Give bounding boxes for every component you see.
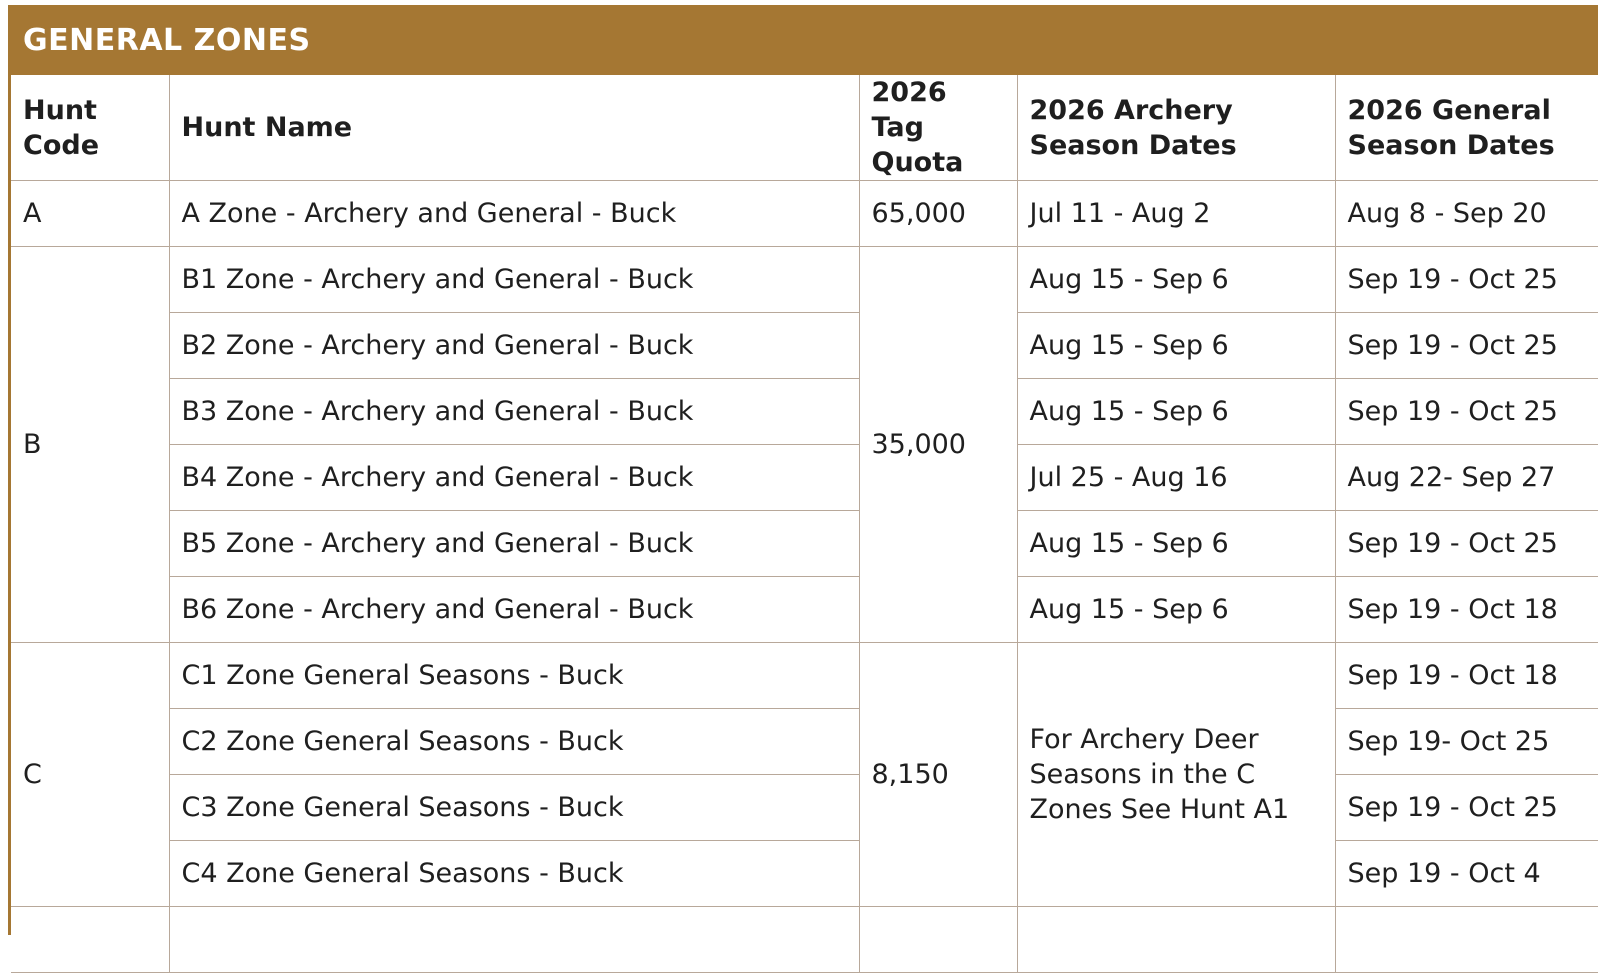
table-row: [11, 907, 1598, 973]
hunt-code-cell: B: [11, 247, 169, 643]
hunt-name-cell: A Zone - Archery and General - Buck: [169, 181, 859, 247]
general-dates-cell: Sep 19 - Oct 25: [1335, 511, 1598, 577]
table-row: [11, 577, 1598, 643]
archery-dates-cell: Aug 15 - Sep 6: [1017, 313, 1335, 379]
hunt-name-cell: C2 Zone General Seasons - Buck: [169, 709, 859, 775]
hunt-table: [11, 75, 1598, 973]
archery-dates-cell: Aug 15 - Sep 6: [1017, 577, 1335, 643]
general-dates-cell: Sep 19 - Oct 18: [1335, 577, 1598, 643]
table-row: [11, 247, 1598, 313]
table-row: [11, 181, 1598, 247]
table-cell: [11, 907, 169, 973]
general-dates-cell: Sep 19 - Oct 4: [1335, 841, 1598, 907]
table-row: [11, 709, 1598, 775]
header-hunt-name: Hunt Name: [169, 75, 859, 181]
general-dates-cell: Aug 22- Sep 27: [1335, 445, 1598, 511]
table-cell: [1017, 907, 1335, 973]
general-dates-cell: Sep 19 - Oct 25: [1335, 775, 1598, 841]
table-row: [11, 445, 1598, 511]
hunt-name-cell: B3 Zone - Archery and General - Buck: [169, 379, 859, 445]
header-hunt-code: Hunt Code: [11, 75, 169, 181]
general-dates-cell: Sep 19 - Oct 25: [1335, 313, 1598, 379]
general-dates-cell: Sep 19 - Oct 18: [1335, 643, 1598, 709]
section-title-bar: [11, 5, 1598, 75]
hunt-name-cell: C4 Zone General Seasons - Buck: [169, 841, 859, 907]
hunt-code-cell: C: [11, 643, 169, 907]
table-row: [11, 841, 1598, 907]
hunt-name-cell: B1 Zone - Archery and General - Buck: [169, 247, 859, 313]
table-row: [11, 511, 1598, 577]
table-header-row: [11, 75, 1598, 181]
archery-dates-cell: Aug 15 - Sep 6: [1017, 247, 1335, 313]
table-row: [11, 313, 1598, 379]
archery-note-cell: For Archery Deer Seasons in the C Zones See Hunt A1: [1017, 643, 1335, 907]
general-dates-cell: Sep 19 - Oct 25: [1335, 379, 1598, 445]
archery-dates-cell: Aug 15 - Sep 6: [1017, 511, 1335, 577]
hunt-name-cell: B4 Zone - Archery and General - Buck: [169, 445, 859, 511]
header-tag-quota: 2026 Tag Quota: [859, 75, 1017, 181]
archery-dates-cell: Jul 11 - Aug 2: [1017, 181, 1335, 247]
tag-quota-cell: 35,000: [859, 247, 1017, 643]
section-title: GENERAL ZONES: [23, 22, 311, 58]
header-general-dates: 2026 General Season Dates: [1335, 75, 1598, 181]
tag-quota-cell: 65,000: [859, 181, 1017, 247]
hunt-name-cell: B2 Zone - Archery and General - Buck: [169, 313, 859, 379]
general-dates-cell: Aug 8 - Sep 20: [1335, 181, 1598, 247]
table-row: [11, 379, 1598, 445]
hunt-name-cell: C3 Zone General Seasons - Buck: [169, 775, 859, 841]
table-row: [11, 643, 1598, 709]
header-archery-dates: 2026 Archery Season Dates: [1017, 75, 1335, 181]
table-row: [11, 775, 1598, 841]
general-zones-table-frame: [8, 5, 1598, 935]
table-cell: [859, 907, 1017, 973]
table-cell: [169, 907, 859, 973]
hunt-name-cell: B6 Zone - Archery and General - Buck: [169, 577, 859, 643]
hunt-name-cell: B5 Zone - Archery and General - Buck: [169, 511, 859, 577]
general-dates-cell: Sep 19- Oct 25: [1335, 709, 1598, 775]
archery-dates-cell: Aug 15 - Sep 6: [1017, 379, 1335, 445]
tag-quota-cell: 8,150: [859, 643, 1017, 907]
hunt-name-cell: C1 Zone General Seasons - Buck: [169, 643, 859, 709]
general-dates-cell: Sep 19 - Oct 25: [1335, 247, 1598, 313]
table-cell: [1335, 907, 1598, 973]
hunt-code-cell: A: [11, 181, 169, 247]
archery-dates-cell: Jul 25 - Aug 16: [1017, 445, 1335, 511]
